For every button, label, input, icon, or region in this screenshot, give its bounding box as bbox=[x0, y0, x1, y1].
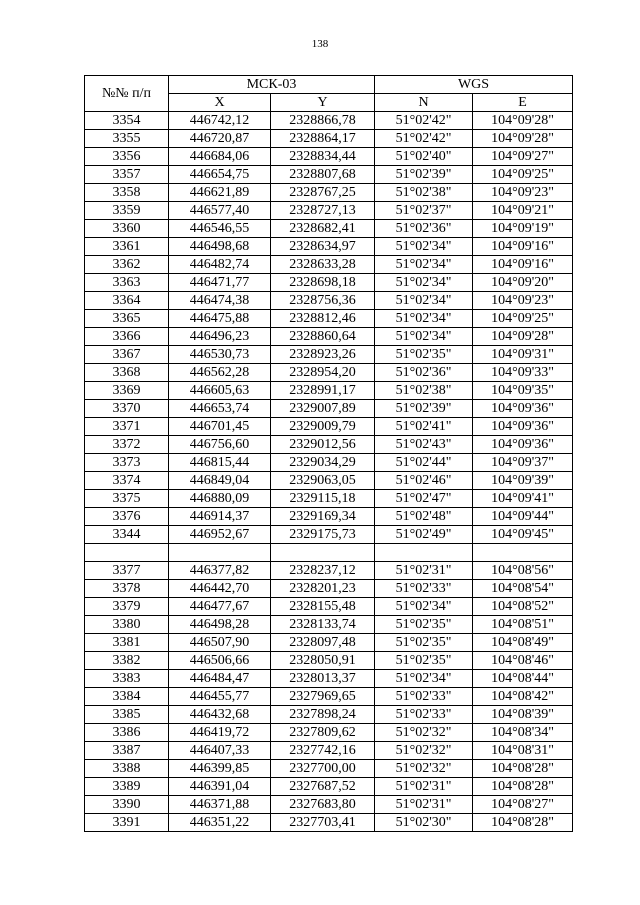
cell-x: 446482,74 bbox=[169, 256, 271, 274]
cell-e: 104°09'27" bbox=[473, 148, 573, 166]
cell-e: 104°09'35" bbox=[473, 382, 573, 400]
header-n: N bbox=[375, 94, 473, 112]
cell-x: 446391,04 bbox=[169, 778, 271, 796]
cell-y: 2328756,36 bbox=[271, 292, 375, 310]
table-row bbox=[85, 670, 573, 688]
cell-y: 2328634,97 bbox=[271, 238, 375, 256]
table-row bbox=[85, 562, 573, 580]
cell-point-number: 3385 bbox=[85, 706, 169, 724]
table-row bbox=[85, 274, 573, 292]
cell-y: 2327969,65 bbox=[271, 688, 375, 706]
cell-n: 51°02'39" bbox=[375, 166, 473, 184]
cell-e: 104°09'39" bbox=[473, 472, 573, 490]
cell-e: 104°08'34" bbox=[473, 724, 573, 742]
table-row bbox=[85, 742, 573, 760]
cell-n: 51°02'47" bbox=[375, 490, 473, 508]
cell-y: 2329169,34 bbox=[271, 508, 375, 526]
cell-y: 2328991,17 bbox=[271, 382, 375, 400]
cell-x: 446475,88 bbox=[169, 310, 271, 328]
cell-n: 51°02'37" bbox=[375, 202, 473, 220]
cell-y: 2328923,26 bbox=[271, 346, 375, 364]
table-row bbox=[85, 526, 573, 544]
cell-n: 51°02'34" bbox=[375, 598, 473, 616]
cell-point-number: 3378 bbox=[85, 580, 169, 598]
cell-point-number: 3390 bbox=[85, 796, 169, 814]
table-row bbox=[85, 796, 573, 814]
cell-x: 446701,45 bbox=[169, 418, 271, 436]
cell-e: 104°08'31" bbox=[473, 742, 573, 760]
cell-e: 104°08'42" bbox=[473, 688, 573, 706]
table-row bbox=[85, 490, 573, 508]
cell-e: 104°08'28" bbox=[473, 760, 573, 778]
cell-y: 2329012,56 bbox=[271, 436, 375, 454]
cell-point-number: 3371 bbox=[85, 418, 169, 436]
cell-y: 2328866,78 bbox=[271, 112, 375, 130]
cell-y: 2327687,52 bbox=[271, 778, 375, 796]
cell-e: 104°09'36" bbox=[473, 400, 573, 418]
table-row bbox=[85, 472, 573, 490]
cell-n: 51°02'30" bbox=[375, 814, 473, 832]
table-row bbox=[85, 454, 573, 472]
table-row bbox=[85, 814, 573, 832]
cell-y: 2329063,05 bbox=[271, 472, 375, 490]
cell-e: 104°08'44" bbox=[473, 670, 573, 688]
cell-y: 2328097,48 bbox=[271, 634, 375, 652]
cell-x: 446952,67 bbox=[169, 526, 271, 544]
cell-e: 104°08'56" bbox=[473, 562, 573, 580]
cell-y: 2328834,44 bbox=[271, 148, 375, 166]
table-row bbox=[85, 328, 573, 346]
cell-y: 2328954,20 bbox=[271, 364, 375, 382]
cell-y: 2328698,18 bbox=[271, 274, 375, 292]
cell-n bbox=[375, 544, 473, 562]
table-row bbox=[85, 544, 573, 562]
table-row bbox=[85, 112, 573, 130]
cell-y: 2329009,79 bbox=[271, 418, 375, 436]
cell-point-number: 3359 bbox=[85, 202, 169, 220]
cell-point-number: 3388 bbox=[85, 760, 169, 778]
cell-y: 2328864,17 bbox=[271, 130, 375, 148]
cell-e: 104°09'20" bbox=[473, 274, 573, 292]
cell-x: 446914,37 bbox=[169, 508, 271, 526]
cell-x: 446377,82 bbox=[169, 562, 271, 580]
cell-point-number: 3368 bbox=[85, 364, 169, 382]
cell-y: 2327742,16 bbox=[271, 742, 375, 760]
cell-e: 104°09'25" bbox=[473, 166, 573, 184]
cell-e: 104°08'54" bbox=[473, 580, 573, 598]
cell-x: 446506,66 bbox=[169, 652, 271, 670]
cell-x: 446546,55 bbox=[169, 220, 271, 238]
table-row bbox=[85, 130, 573, 148]
table-row bbox=[85, 238, 573, 256]
cell-n: 51°02'35" bbox=[375, 346, 473, 364]
cell-x: 446442,70 bbox=[169, 580, 271, 598]
header-msk03: МСК-03 bbox=[169, 76, 375, 94]
cell-point-number: 3369 bbox=[85, 382, 169, 400]
cell-point-number: 3361 bbox=[85, 238, 169, 256]
cell-e: 104°09'23" bbox=[473, 292, 573, 310]
cell-e: 104°09'16" bbox=[473, 256, 573, 274]
cell-e: 104°08'52" bbox=[473, 598, 573, 616]
table-row bbox=[85, 364, 573, 382]
cell-n: 51°02'34" bbox=[375, 274, 473, 292]
cell-point-number: 3381 bbox=[85, 634, 169, 652]
cell-point-number: 3389 bbox=[85, 778, 169, 796]
cell-x: 446530,73 bbox=[169, 346, 271, 364]
cell-x: 446432,68 bbox=[169, 706, 271, 724]
cell-point-number: 3375 bbox=[85, 490, 169, 508]
cell-n: 51°02'32" bbox=[375, 724, 473, 742]
table-row bbox=[85, 436, 573, 454]
cell-n: 51°02'42" bbox=[375, 112, 473, 130]
cell-x: 446756,60 bbox=[169, 436, 271, 454]
table-row bbox=[85, 418, 573, 436]
cell-y bbox=[271, 544, 375, 562]
cell-point-number: 3360 bbox=[85, 220, 169, 238]
cell-e: 104°08'28" bbox=[473, 778, 573, 796]
header-wgs: WGS bbox=[375, 76, 573, 94]
cell-x: 446484,47 bbox=[169, 670, 271, 688]
cell-y: 2328682,41 bbox=[271, 220, 375, 238]
cell-point-number: 3376 bbox=[85, 508, 169, 526]
cell-point-number: 3365 bbox=[85, 310, 169, 328]
table-row bbox=[85, 652, 573, 670]
cell-y: 2329175,73 bbox=[271, 526, 375, 544]
table-row bbox=[85, 292, 573, 310]
cell-x: 446621,89 bbox=[169, 184, 271, 202]
cell-point-number: 3386 bbox=[85, 724, 169, 742]
cell-n: 51°02'35" bbox=[375, 634, 473, 652]
table-row bbox=[85, 346, 573, 364]
table-row bbox=[85, 778, 573, 796]
cell-x: 446399,85 bbox=[169, 760, 271, 778]
table-row bbox=[85, 256, 573, 274]
cell-y: 2327683,80 bbox=[271, 796, 375, 814]
cell-y: 2329007,89 bbox=[271, 400, 375, 418]
cell-x: 446455,77 bbox=[169, 688, 271, 706]
cell-point-number: 3387 bbox=[85, 742, 169, 760]
cell-e: 104°08'51" bbox=[473, 616, 573, 634]
table-row bbox=[85, 724, 573, 742]
header-y: Y bbox=[271, 94, 375, 112]
cell-n: 51°02'48" bbox=[375, 508, 473, 526]
cell-x: 446351,22 bbox=[169, 814, 271, 832]
cell-x: 446684,06 bbox=[169, 148, 271, 166]
table-row bbox=[85, 310, 573, 328]
cell-point-number: 3366 bbox=[85, 328, 169, 346]
cell-e: 104°09'23" bbox=[473, 184, 573, 202]
cell-point-number: 3384 bbox=[85, 688, 169, 706]
cell-n: 51°02'36" bbox=[375, 364, 473, 382]
cell-point-number: 3355 bbox=[85, 130, 169, 148]
cell-y: 2328155,48 bbox=[271, 598, 375, 616]
table-row bbox=[85, 202, 573, 220]
table-row bbox=[85, 688, 573, 706]
cell-n: 51°02'42" bbox=[375, 130, 473, 148]
cell-e: 104°09'19" bbox=[473, 220, 573, 238]
cell-point-number: 3344 bbox=[85, 526, 169, 544]
cell-y: 2328237,12 bbox=[271, 562, 375, 580]
cell-y: 2328133,74 bbox=[271, 616, 375, 634]
cell-n: 51°02'34" bbox=[375, 328, 473, 346]
cell-point-number: 3372 bbox=[85, 436, 169, 454]
cell-x: 446419,72 bbox=[169, 724, 271, 742]
cell-point-number: 3357 bbox=[85, 166, 169, 184]
cell-point-number bbox=[85, 544, 169, 562]
cell-x: 446654,75 bbox=[169, 166, 271, 184]
cell-e: 104°09'45" bbox=[473, 526, 573, 544]
cell-n: 51°02'49" bbox=[375, 526, 473, 544]
cell-point-number: 3383 bbox=[85, 670, 169, 688]
cell-x: 446498,68 bbox=[169, 238, 271, 256]
cell-n: 51°02'35" bbox=[375, 616, 473, 634]
cell-n: 51°02'32" bbox=[375, 760, 473, 778]
cell-e: 104°09'28" bbox=[473, 112, 573, 130]
cell-x: 446474,38 bbox=[169, 292, 271, 310]
cell-n: 51°02'38" bbox=[375, 184, 473, 202]
cell-point-number: 3377 bbox=[85, 562, 169, 580]
header-row-number: №№ п/п bbox=[85, 76, 169, 112]
table-row bbox=[85, 706, 573, 724]
cell-point-number: 3374 bbox=[85, 472, 169, 490]
cell-x: 446471,77 bbox=[169, 274, 271, 292]
cell-n: 51°02'43" bbox=[375, 436, 473, 454]
cell-e: 104°08'39" bbox=[473, 706, 573, 724]
table-body bbox=[85, 112, 573, 832]
cell-e: 104°09'28" bbox=[473, 328, 573, 346]
cell-n: 51°02'31" bbox=[375, 778, 473, 796]
cell-e: 104°09'21" bbox=[473, 202, 573, 220]
cell-y: 2329115,18 bbox=[271, 490, 375, 508]
cell-n: 51°02'34" bbox=[375, 670, 473, 688]
cell-point-number: 3363 bbox=[85, 274, 169, 292]
cell-y: 2328633,28 bbox=[271, 256, 375, 274]
cell-n: 51°02'36" bbox=[375, 220, 473, 238]
table-row bbox=[85, 508, 573, 526]
cell-y: 2328812,46 bbox=[271, 310, 375, 328]
cell-point-number: 3373 bbox=[85, 454, 169, 472]
cell-point-number: 3358 bbox=[85, 184, 169, 202]
cell-y: 2328807,68 bbox=[271, 166, 375, 184]
table-row bbox=[85, 184, 573, 202]
table-row bbox=[85, 166, 573, 184]
cell-x: 446605,63 bbox=[169, 382, 271, 400]
table-row bbox=[85, 220, 573, 238]
cell-x bbox=[169, 544, 271, 562]
cell-e: 104°09'36" bbox=[473, 418, 573, 436]
cell-x: 446742,12 bbox=[169, 112, 271, 130]
cell-n: 51°02'31" bbox=[375, 796, 473, 814]
cell-y: 2327809,62 bbox=[271, 724, 375, 742]
cell-point-number: 3354 bbox=[85, 112, 169, 130]
cell-point-number: 3364 bbox=[85, 292, 169, 310]
cell-n: 51°02'33" bbox=[375, 580, 473, 598]
cell-x: 446849,04 bbox=[169, 472, 271, 490]
cell-e: 104°08'27" bbox=[473, 796, 573, 814]
cell-point-number: 3382 bbox=[85, 652, 169, 670]
cell-point-number: 3367 bbox=[85, 346, 169, 364]
cell-n: 51°02'34" bbox=[375, 292, 473, 310]
cell-e: 104°09'41" bbox=[473, 490, 573, 508]
cell-x: 446407,33 bbox=[169, 742, 271, 760]
page-number: 138 bbox=[311, 38, 329, 50]
cell-x: 446880,09 bbox=[169, 490, 271, 508]
cell-n: 51°02'32" bbox=[375, 742, 473, 760]
cell-y: 2328201,23 bbox=[271, 580, 375, 598]
cell-n: 51°02'46" bbox=[375, 472, 473, 490]
table-row bbox=[85, 598, 573, 616]
cell-y: 2328860,64 bbox=[271, 328, 375, 346]
cell-point-number: 3362 bbox=[85, 256, 169, 274]
cell-x: 446720,87 bbox=[169, 130, 271, 148]
cell-e bbox=[473, 544, 573, 562]
cell-y: 2328767,25 bbox=[271, 184, 375, 202]
cell-point-number: 3380 bbox=[85, 616, 169, 634]
cell-n: 51°02'34" bbox=[375, 238, 473, 256]
cell-e: 104°09'28" bbox=[473, 130, 573, 148]
cell-x: 446577,40 bbox=[169, 202, 271, 220]
cell-e: 104°09'33" bbox=[473, 364, 573, 382]
cell-e: 104°08'28" bbox=[473, 814, 573, 832]
cell-y: 2328050,91 bbox=[271, 652, 375, 670]
cell-x: 446496,23 bbox=[169, 328, 271, 346]
table-row bbox=[85, 382, 573, 400]
cell-n: 51°02'34" bbox=[375, 256, 473, 274]
cell-e: 104°08'49" bbox=[473, 634, 573, 652]
cell-x: 446653,74 bbox=[169, 400, 271, 418]
cell-point-number: 3356 bbox=[85, 148, 169, 166]
cell-y: 2328013,37 bbox=[271, 670, 375, 688]
cell-y: 2327703,41 bbox=[271, 814, 375, 832]
cell-n: 51°02'33" bbox=[375, 688, 473, 706]
coordinates-table bbox=[84, 75, 573, 832]
header-e: E bbox=[473, 94, 573, 112]
cell-e: 104°09'16" bbox=[473, 238, 573, 256]
cell-n: 51°02'40" bbox=[375, 148, 473, 166]
cell-n: 51°02'41" bbox=[375, 418, 473, 436]
cell-n: 51°02'44" bbox=[375, 454, 473, 472]
cell-y: 2329034,29 bbox=[271, 454, 375, 472]
cell-n: 51°02'33" bbox=[375, 706, 473, 724]
header-x: X bbox=[169, 94, 271, 112]
cell-x: 446507,90 bbox=[169, 634, 271, 652]
table-row bbox=[85, 148, 573, 166]
cell-n: 51°02'35" bbox=[375, 652, 473, 670]
cell-n: 51°02'31" bbox=[375, 562, 473, 580]
table-row bbox=[85, 616, 573, 634]
cell-e: 104°09'31" bbox=[473, 346, 573, 364]
cell-e: 104°09'37" bbox=[473, 454, 573, 472]
cell-x: 446562,28 bbox=[169, 364, 271, 382]
cell-point-number: 3379 bbox=[85, 598, 169, 616]
cell-e: 104°08'46" bbox=[473, 652, 573, 670]
cell-n: 51°02'38" bbox=[375, 382, 473, 400]
cell-x: 446371,88 bbox=[169, 796, 271, 814]
cell-e: 104°09'25" bbox=[473, 310, 573, 328]
cell-x: 446498,28 bbox=[169, 616, 271, 634]
cell-x: 446815,44 bbox=[169, 454, 271, 472]
cell-n: 51°02'34" bbox=[375, 310, 473, 328]
table-row bbox=[85, 634, 573, 652]
cell-n: 51°02'39" bbox=[375, 400, 473, 418]
table-row bbox=[85, 580, 573, 598]
cell-y: 2327898,24 bbox=[271, 706, 375, 724]
cell-x: 446477,67 bbox=[169, 598, 271, 616]
cell-y: 2328727,13 bbox=[271, 202, 375, 220]
cell-e: 104°09'44" bbox=[473, 508, 573, 526]
cell-y: 2327700,00 bbox=[271, 760, 375, 778]
cell-e: 104°09'36" bbox=[473, 436, 573, 454]
cell-point-number: 3391 bbox=[85, 814, 169, 832]
table-row bbox=[85, 400, 573, 418]
cell-point-number: 3370 bbox=[85, 400, 169, 418]
table-row bbox=[85, 760, 573, 778]
